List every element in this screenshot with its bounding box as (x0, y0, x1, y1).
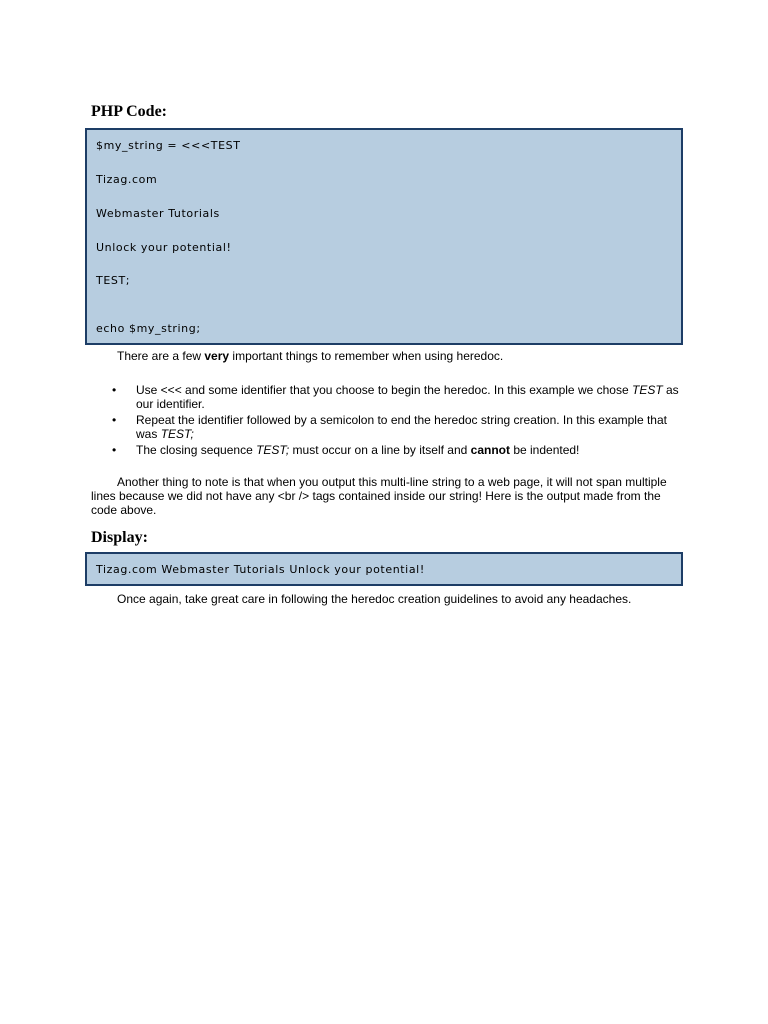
code-line: echo $my_string; (96, 322, 201, 335)
list-item-italic: TEST; (160, 427, 194, 441)
list-item-text: Repeat the identifier followed by a semicolon to end the heredoc string creation. In this example that was (136, 413, 667, 441)
intro-text: There are a few (117, 349, 205, 363)
list-item-text-mid: must occur on a line by itself and (289, 443, 471, 457)
code-block (85, 128, 683, 345)
heredoc-rules-list (91, 383, 681, 459)
bullet-icon: • (112, 443, 117, 457)
code-line: Tizag.com (96, 173, 158, 186)
list-item (91, 443, 681, 457)
list-item-italic: TEST (631, 383, 663, 397)
list-item-text-end: as our identifier. (136, 383, 679, 411)
php-code-heading: PHP Code: (91, 103, 167, 120)
list-item-bold: cannot (470, 443, 510, 457)
intro-paragraph (91, 349, 671, 363)
list-item-text-end: be indented! (509, 443, 580, 457)
display-output-box (85, 552, 683, 586)
list-item-text: The closing sequence (136, 443, 257, 457)
list-item (91, 383, 681, 411)
closing-paragraph: Once again, take great care in following the heredoc creation guidelines to avoid any headaches. (117, 592, 632, 606)
intro-emphasis: very (204, 349, 230, 363)
display-heading: Display: (91, 529, 148, 546)
display-output-text: Tizag.com Webmaster Tutorials Unlock your potential! (96, 563, 425, 576)
code-line: $my_string = <<<TEST (96, 139, 241, 152)
code-line: Webmaster Tutorials (96, 207, 220, 220)
intro-text-end: important things to remember when using heredoc. (229, 349, 504, 363)
list-item-text: Use <<< and some identifier that you choose to begin the heredoc. In this example we chose (136, 383, 632, 397)
bullet-icon: • (112, 413, 117, 427)
bullet-icon: • (112, 383, 117, 397)
note-paragraph: Another thing to note is that when you output this multi-line string to a web page, it will not span multiple lines because we did not have any <br /> tags contained inside our string! Here is the output made from the code above. (91, 475, 667, 517)
list-item-italic: TEST; (256, 443, 290, 457)
code-line: TEST; (96, 274, 131, 287)
code-line: Unlock your potential! (96, 241, 232, 254)
list-item (91, 413, 681, 441)
